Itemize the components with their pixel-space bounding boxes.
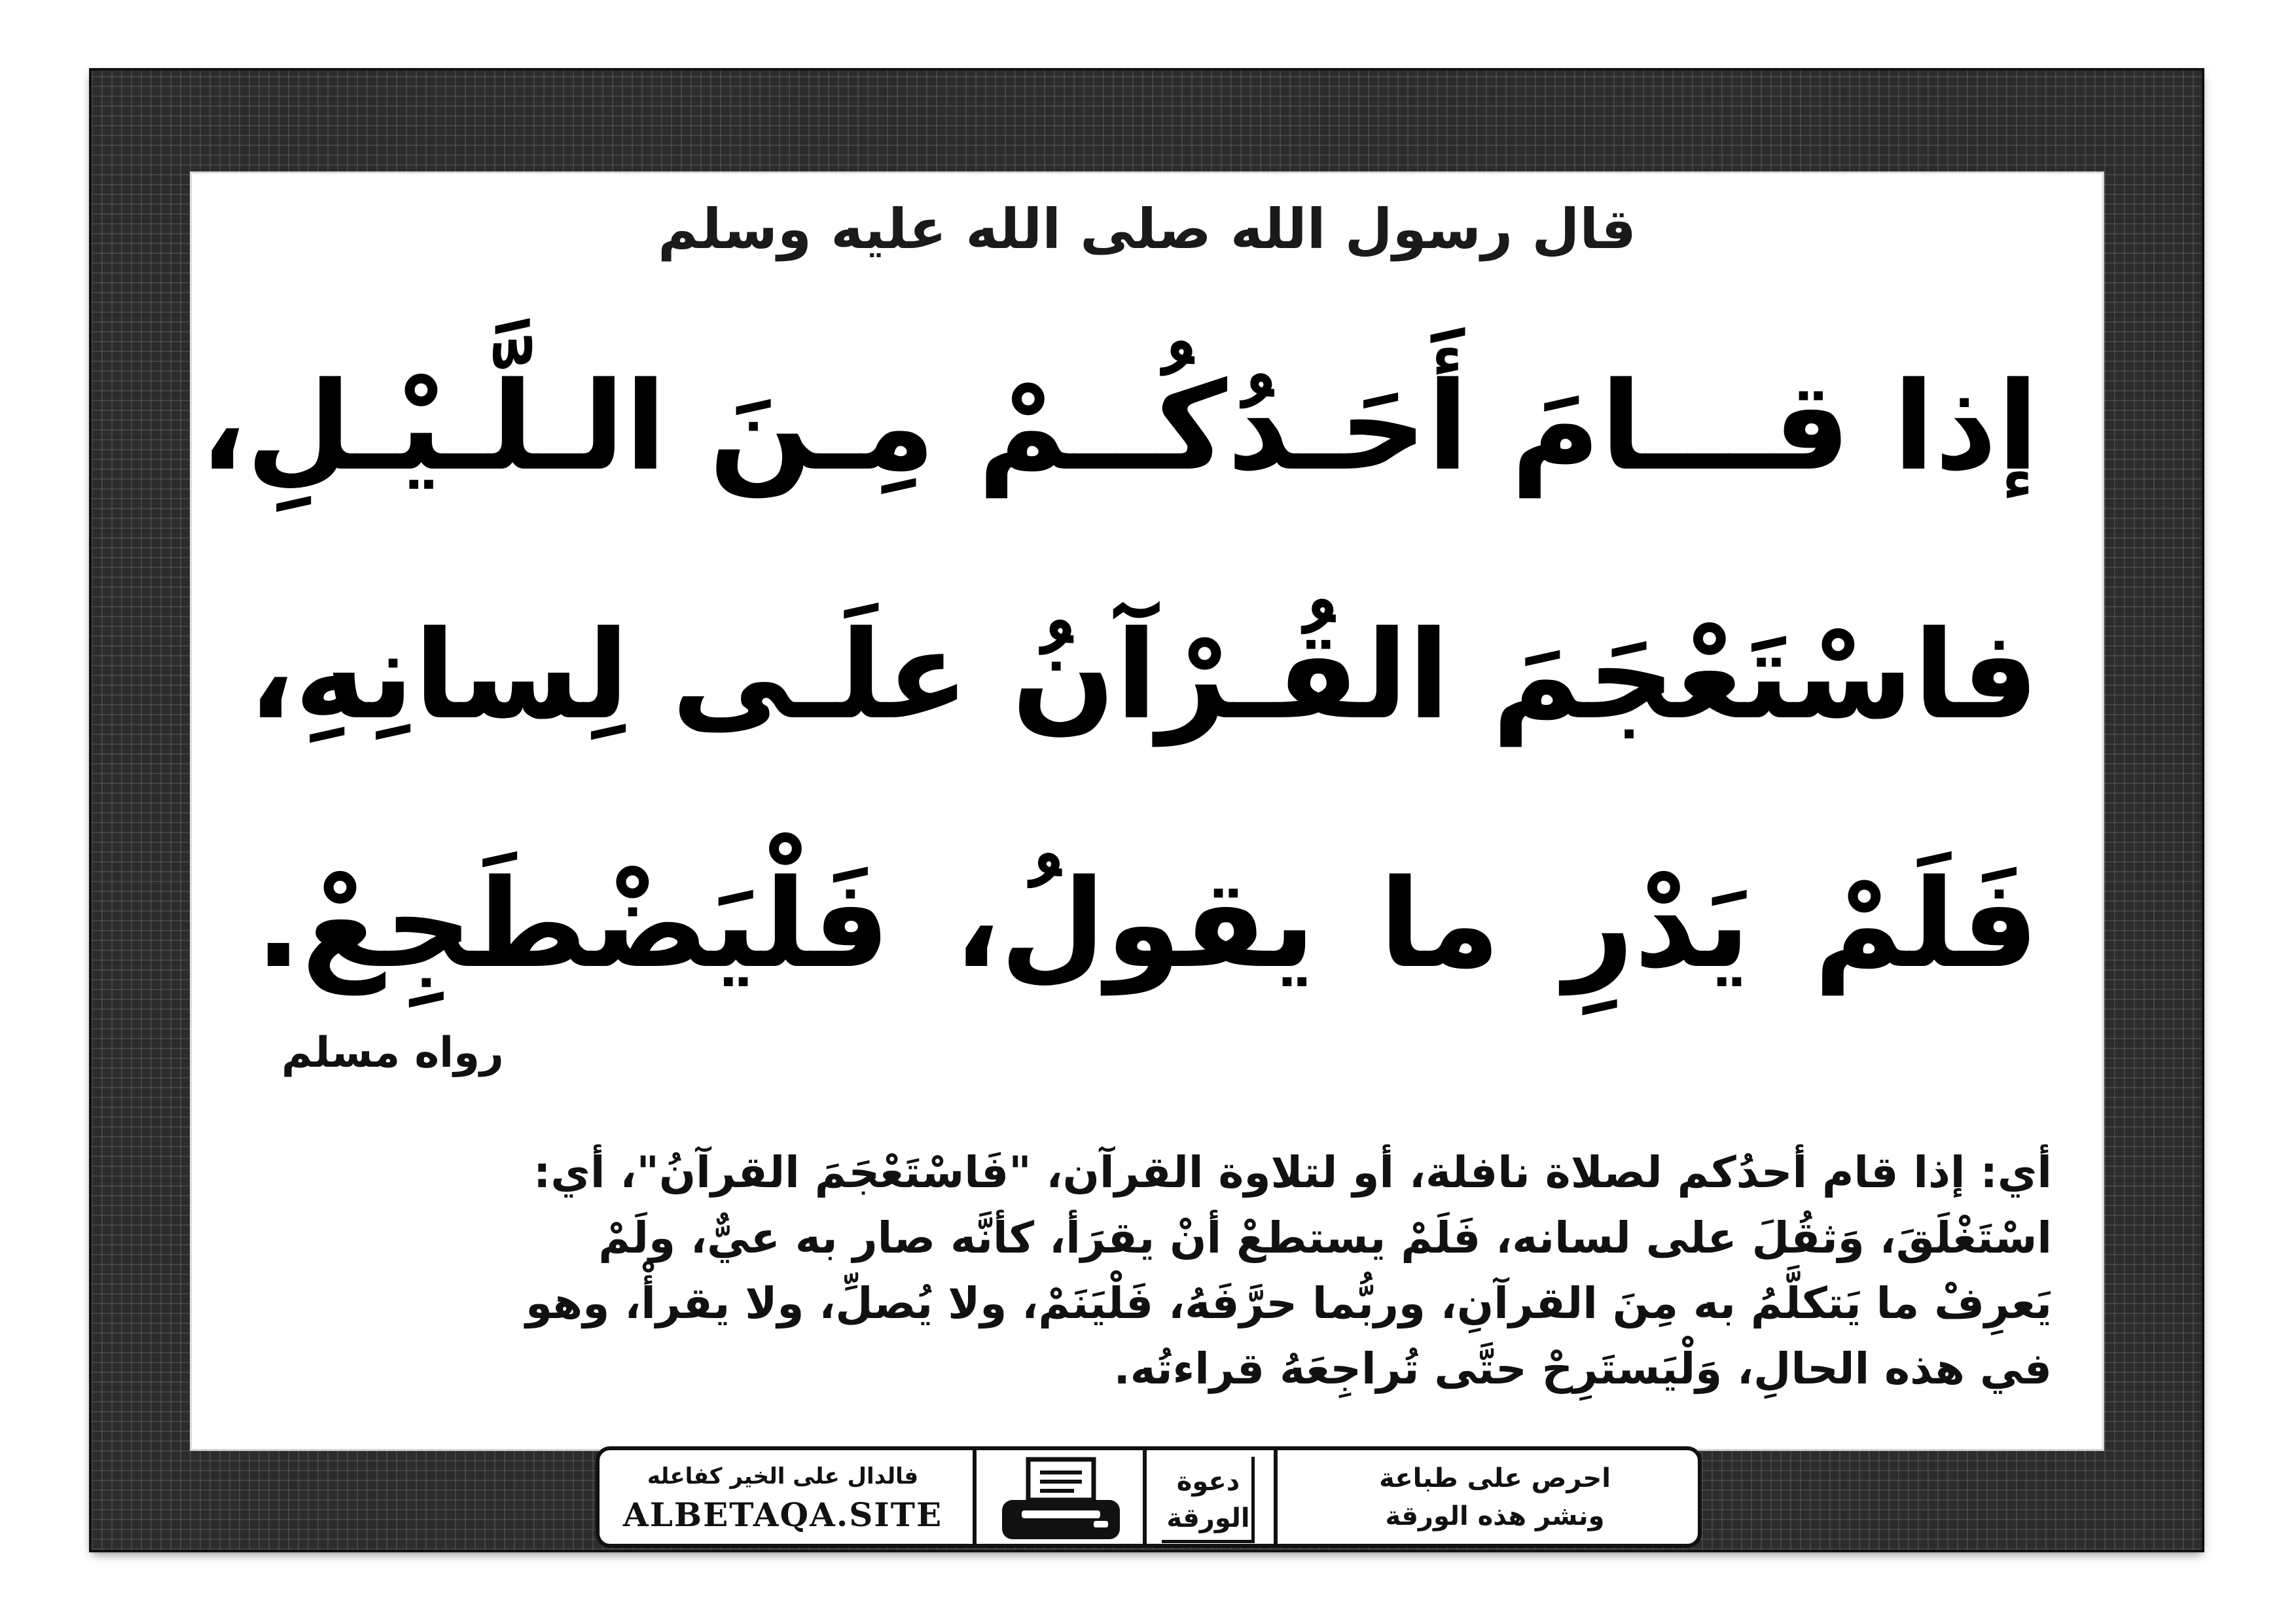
website-link[interactable]: ALBETAQA.SITE [622, 1495, 943, 1534]
explanation-line: يَعرِفْ ما يَتكلَّمُ به مِنَ القرآنِ، وربُّما حرَّفَهُ، فَلْيَنَمْ، ولا يُصلِّ، ولا يقرأْ، وهو [526, 1278, 2052, 1329]
hadith-line: إذا قـــامَ أَحَـدُكُــمْ مِـنَ الـلَّـيْـلِ، [200, 355, 2039, 497]
print-reminder-line: ونشر هذه الورقة [1385, 1501, 1605, 1531]
explanation-line: اسْتَغْلَقَ، وَثقُلَ على لسانه، فَلَمْ يستطعْ أنْ يقرَأ، كأنَّه صار به عيٌّ، ولَمْ [598, 1213, 2052, 1263]
hadith-line: فاسْتَعْجَمَ القُـرْآنُ علَـى لِسانِهِ، [248, 604, 2039, 746]
content-panel [190, 171, 2104, 1451]
page-title: قال رسول الله صلى الله عليه وسلم [658, 197, 1636, 261]
divider [1143, 1450, 1147, 1544]
logo [1159, 1454, 1257, 1546]
logo-word: دعوة [1176, 1467, 1240, 1497]
logo-word: الورقة [1166, 1503, 1250, 1533]
explanation-line: في هذه الحالِ، وَلْيَستَرِحْ حتَّى تُراجِعَهُ قراءتُه. [1113, 1344, 2052, 1394]
printer-icon [996, 1455, 1126, 1547]
divider [973, 1450, 977, 1544]
print-reminder [1312, 1459, 1678, 1538]
explanation-text [242, 1140, 2052, 1402]
hadith-text [200, 302, 2039, 1048]
hadith-source: رواه مسلم [281, 1029, 504, 1077]
print-reminder-line: احرص على طباعة [1379, 1463, 1611, 1493]
footer-banner [596, 1446, 1702, 1548]
explanation-line: أي: إذا قام أحدُكم لصلاة نافلة، أو لتلاوة القرآن، "فَاسْتَعْجَمَ القرآنُ"، أي: [533, 1147, 2052, 1198]
proverb-text: فالدال على الخير كفاعله [647, 1463, 919, 1489]
hadith-line: فَلَمْ يَدْرِ ما يقولُ، فَلْيَضْطَجِعْ. [255, 853, 2039, 995]
website-block [613, 1459, 953, 1538]
divider [1274, 1450, 1278, 1544]
